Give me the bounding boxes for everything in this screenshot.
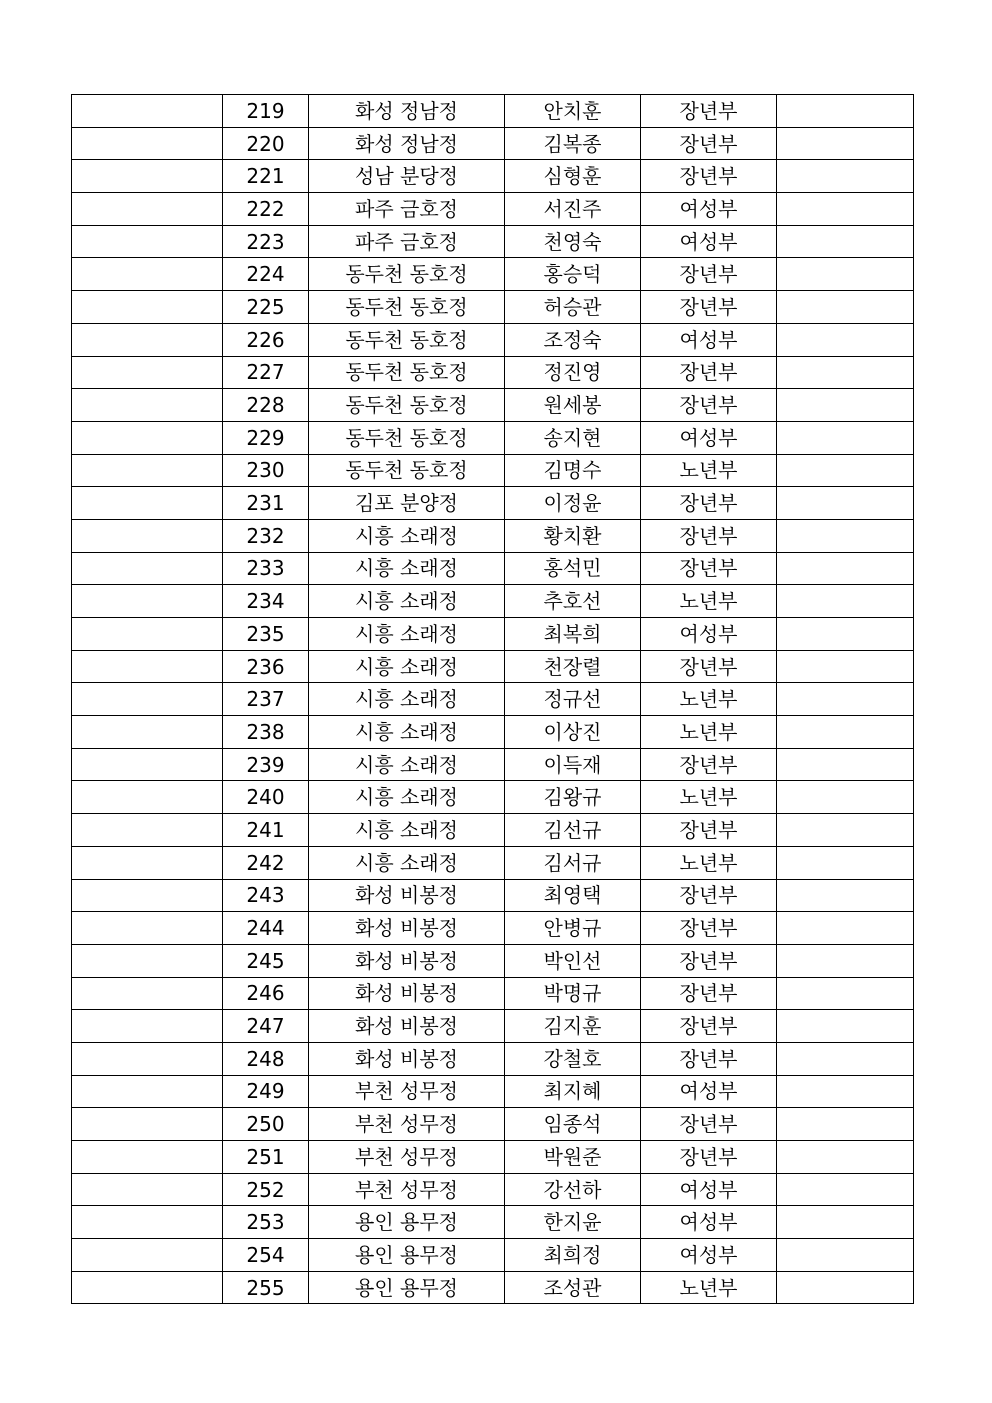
- blank-cell-left: [72, 781, 223, 814]
- person-name: 임종석: [505, 1108, 641, 1141]
- person-name: 천장렬: [505, 650, 641, 683]
- blank-cell-right: [777, 1271, 914, 1304]
- table-row: [72, 1173, 914, 1206]
- table-row: [72, 1239, 914, 1272]
- club-name: 화성 정남정: [309, 95, 505, 128]
- blank-cell-right: [777, 1206, 914, 1239]
- entry-number: 255: [223, 1271, 309, 1304]
- table-row: [72, 618, 914, 651]
- person-name: 심형훈: [505, 160, 641, 193]
- club-name: 동두천 동호정: [309, 356, 505, 389]
- entry-number: 244: [223, 912, 309, 945]
- division: 장년부: [641, 748, 777, 781]
- table-row: [72, 1075, 914, 1108]
- table-row: [72, 1141, 914, 1174]
- person-name: 안병규: [505, 912, 641, 945]
- person-name: 최희정: [505, 1239, 641, 1272]
- blank-cell-right: [777, 1108, 914, 1141]
- division: 장년부: [641, 650, 777, 683]
- blank-cell-left: [72, 127, 223, 160]
- entry-number: 234: [223, 585, 309, 618]
- club-name: 시흥 소래정: [309, 519, 505, 552]
- blank-cell-left: [72, 716, 223, 749]
- blank-cell-left: [72, 650, 223, 683]
- blank-cell-left: [72, 1239, 223, 1272]
- blank-cell-left: [72, 585, 223, 618]
- club-name: 시흥 소래정: [309, 650, 505, 683]
- club-name: 시흥 소래정: [309, 618, 505, 651]
- entry-number: 226: [223, 323, 309, 356]
- blank-cell-left: [72, 912, 223, 945]
- person-name: 김왕규: [505, 781, 641, 814]
- blank-cell-right: [777, 977, 914, 1010]
- division: 장년부: [641, 127, 777, 160]
- person-name: 강철호: [505, 1042, 641, 1075]
- blank-cell-right: [777, 585, 914, 618]
- blank-cell-right: [777, 912, 914, 945]
- blank-cell-right: [777, 846, 914, 879]
- entry-number: 254: [223, 1239, 309, 1272]
- blank-cell-left: [72, 1173, 223, 1206]
- division: 여성부: [641, 1075, 777, 1108]
- person-name: 박명규: [505, 977, 641, 1010]
- blank-cell-left: [72, 389, 223, 422]
- table-row: [72, 323, 914, 356]
- entry-number: 247: [223, 1010, 309, 1043]
- table-row: [72, 683, 914, 716]
- person-name: 최복희: [505, 618, 641, 651]
- blank-cell-right: [777, 160, 914, 193]
- division: 장년부: [641, 487, 777, 520]
- entry-number: 223: [223, 225, 309, 258]
- blank-cell-right: [777, 1141, 914, 1174]
- division: 여성부: [641, 1239, 777, 1272]
- division: 여성부: [641, 225, 777, 258]
- club-name: 파주 금호정: [309, 193, 505, 226]
- division: 노년부: [641, 1271, 777, 1304]
- person-name: 강선하: [505, 1173, 641, 1206]
- table-row: [72, 552, 914, 585]
- table-row: [72, 519, 914, 552]
- table-row: [72, 160, 914, 193]
- division: 장년부: [641, 356, 777, 389]
- blank-cell-left: [72, 552, 223, 585]
- table-row: [72, 944, 914, 977]
- entry-number: 219: [223, 95, 309, 128]
- blank-cell-left: [72, 1042, 223, 1075]
- blank-cell-right: [777, 421, 914, 454]
- blank-cell-right: [777, 1042, 914, 1075]
- person-name: 원세봉: [505, 389, 641, 422]
- division: 노년부: [641, 716, 777, 749]
- club-name: 용인 용무정: [309, 1206, 505, 1239]
- blank-cell-left: [72, 454, 223, 487]
- blank-cell-right: [777, 487, 914, 520]
- club-name: 동두천 동호정: [309, 389, 505, 422]
- division: 장년부: [641, 944, 777, 977]
- blank-cell-left: [72, 618, 223, 651]
- division: 여성부: [641, 323, 777, 356]
- blank-cell-left: [72, 193, 223, 226]
- table-row: [72, 487, 914, 520]
- person-name: 황치환: [505, 519, 641, 552]
- club-name: 시흥 소래정: [309, 846, 505, 879]
- person-name: 허승관: [505, 291, 641, 324]
- blank-cell-right: [777, 748, 914, 781]
- blank-cell-left: [72, 519, 223, 552]
- division: 장년부: [641, 519, 777, 552]
- blank-cell-right: [777, 258, 914, 291]
- table-row: [72, 1108, 914, 1141]
- person-name: 김선규: [505, 814, 641, 847]
- blank-cell-right: [777, 618, 914, 651]
- blank-cell-left: [72, 160, 223, 193]
- table-row: [72, 912, 914, 945]
- person-name: 박인선: [505, 944, 641, 977]
- blank-cell-right: [777, 552, 914, 585]
- entry-number: 237: [223, 683, 309, 716]
- entry-number: 238: [223, 716, 309, 749]
- blank-cell-left: [72, 846, 223, 879]
- blank-cell-left: [72, 683, 223, 716]
- club-name: 시흥 소래정: [309, 716, 505, 749]
- blank-cell-left: [72, 1271, 223, 1304]
- division: 장년부: [641, 160, 777, 193]
- entry-number: 241: [223, 814, 309, 847]
- club-name: 동두천 동호정: [309, 454, 505, 487]
- entry-number: 249: [223, 1075, 309, 1108]
- entry-number: 233: [223, 552, 309, 585]
- entry-number: 228: [223, 389, 309, 422]
- entry-number: 222: [223, 193, 309, 226]
- club-name: 화성 비봉정: [309, 879, 505, 912]
- blank-cell-left: [72, 879, 223, 912]
- person-name: 김지훈: [505, 1010, 641, 1043]
- division: 장년부: [641, 258, 777, 291]
- division: 장년부: [641, 389, 777, 422]
- entry-number: 232: [223, 519, 309, 552]
- person-name: 홍석민: [505, 552, 641, 585]
- table-row: [72, 814, 914, 847]
- division: 장년부: [641, 1141, 777, 1174]
- club-name: 화성 비봉정: [309, 912, 505, 945]
- blank-cell-right: [777, 1075, 914, 1108]
- club-name: 동두천 동호정: [309, 323, 505, 356]
- blank-cell-right: [777, 1010, 914, 1043]
- entry-number: 227: [223, 356, 309, 389]
- entry-number: 225: [223, 291, 309, 324]
- blank-cell-right: [777, 683, 914, 716]
- entry-number: 224: [223, 258, 309, 291]
- blank-cell-right: [777, 193, 914, 226]
- blank-cell-left: [72, 95, 223, 128]
- table-row: [72, 389, 914, 422]
- person-name: 김서규: [505, 846, 641, 879]
- table-row: [72, 225, 914, 258]
- entry-number: 252: [223, 1173, 309, 1206]
- table-row: [72, 421, 914, 454]
- blank-cell-right: [777, 389, 914, 422]
- person-name: 박원준: [505, 1141, 641, 1174]
- division: 장년부: [641, 95, 777, 128]
- blank-cell-left: [72, 748, 223, 781]
- division: 장년부: [641, 814, 777, 847]
- club-name: 동두천 동호정: [309, 421, 505, 454]
- club-name: 시흥 소래정: [309, 585, 505, 618]
- club-name: 화성 비봉정: [309, 1010, 505, 1043]
- table-row: [72, 716, 914, 749]
- blank-cell-right: [777, 356, 914, 389]
- club-name: 시흥 소래정: [309, 781, 505, 814]
- entry-number: 245: [223, 944, 309, 977]
- blank-cell-right: [777, 781, 914, 814]
- club-name: 성남 분당정: [309, 160, 505, 193]
- table-row: [72, 193, 914, 226]
- division: 여성부: [641, 1206, 777, 1239]
- division: 여성부: [641, 421, 777, 454]
- table-row: [72, 748, 914, 781]
- blank-cell-left: [72, 225, 223, 258]
- blank-cell-right: [777, 291, 914, 324]
- division: 여성부: [641, 618, 777, 651]
- person-name: 추호선: [505, 585, 641, 618]
- blank-cell-left: [72, 323, 223, 356]
- club-name: 동두천 동호정: [309, 291, 505, 324]
- entry-number: 251: [223, 1141, 309, 1174]
- club-name: 화성 정남정: [309, 127, 505, 160]
- blank-cell-right: [777, 944, 914, 977]
- table-row: [72, 585, 914, 618]
- blank-cell-left: [72, 291, 223, 324]
- blank-cell-left: [72, 1108, 223, 1141]
- person-name: 김명수: [505, 454, 641, 487]
- table-row: [72, 95, 914, 128]
- entry-number: 246: [223, 977, 309, 1010]
- blank-cell-right: [777, 650, 914, 683]
- division: 장년부: [641, 879, 777, 912]
- person-name: 송지현: [505, 421, 641, 454]
- division: 노년부: [641, 683, 777, 716]
- club-name: 시흥 소래정: [309, 748, 505, 781]
- division: 노년부: [641, 454, 777, 487]
- entry-number: 250: [223, 1108, 309, 1141]
- blank-cell-left: [72, 356, 223, 389]
- blank-cell-right: [777, 95, 914, 128]
- club-name: 용인 용무정: [309, 1271, 505, 1304]
- entry-number: 221: [223, 160, 309, 193]
- table-row: [72, 1271, 914, 1304]
- club-name: 화성 비봉정: [309, 977, 505, 1010]
- club-name: 부천 성무정: [309, 1108, 505, 1141]
- blank-cell-left: [72, 1206, 223, 1239]
- blank-cell-left: [72, 977, 223, 1010]
- club-name: 화성 비봉정: [309, 944, 505, 977]
- blank-cell-right: [777, 127, 914, 160]
- blank-cell-right: [777, 1239, 914, 1272]
- division: 노년부: [641, 846, 777, 879]
- division: 장년부: [641, 1010, 777, 1043]
- entry-number: 242: [223, 846, 309, 879]
- entry-number: 236: [223, 650, 309, 683]
- club-name: 김포 분양정: [309, 487, 505, 520]
- table-row: [72, 291, 914, 324]
- division: 여성부: [641, 193, 777, 226]
- club-name: 화성 비봉정: [309, 1042, 505, 1075]
- blank-cell-right: [777, 225, 914, 258]
- club-name: 부천 성무정: [309, 1141, 505, 1174]
- entry-number: 248: [223, 1042, 309, 1075]
- division: 장년부: [641, 1042, 777, 1075]
- blank-cell-right: [777, 814, 914, 847]
- person-name: 조성관: [505, 1271, 641, 1304]
- division: 장년부: [641, 291, 777, 324]
- club-name: 부천 성무정: [309, 1075, 505, 1108]
- club-name: 동두천 동호정: [309, 258, 505, 291]
- roster-table: [71, 94, 914, 1304]
- entry-number: 235: [223, 618, 309, 651]
- table-row: [72, 781, 914, 814]
- blank-cell-left: [72, 1010, 223, 1043]
- entry-number: 243: [223, 879, 309, 912]
- table-row: [72, 650, 914, 683]
- division: 노년부: [641, 585, 777, 618]
- person-name: 천영숙: [505, 225, 641, 258]
- person-name: 안치훈: [505, 95, 641, 128]
- person-name: 최영택: [505, 879, 641, 912]
- person-name: 서진주: [505, 193, 641, 226]
- club-name: 파주 금호정: [309, 225, 505, 258]
- person-name: 이정윤: [505, 487, 641, 520]
- club-name: 부천 성무정: [309, 1173, 505, 1206]
- entry-number: 229: [223, 421, 309, 454]
- division: 노년부: [641, 781, 777, 814]
- entry-number: 220: [223, 127, 309, 160]
- table-row: [72, 258, 914, 291]
- entry-number: 240: [223, 781, 309, 814]
- table-row: [72, 1042, 914, 1075]
- division: 여성부: [641, 1173, 777, 1206]
- division: 장년부: [641, 552, 777, 585]
- blank-cell-right: [777, 519, 914, 552]
- table-row: [72, 1010, 914, 1043]
- club-name: 시흥 소래정: [309, 552, 505, 585]
- blank-cell-right: [777, 1173, 914, 1206]
- blank-cell-right: [777, 716, 914, 749]
- person-name: 최지혜: [505, 1075, 641, 1108]
- blank-cell-left: [72, 421, 223, 454]
- table-row: [72, 879, 914, 912]
- blank-cell-right: [777, 323, 914, 356]
- table-row: [72, 1206, 914, 1239]
- blank-cell-left: [72, 1141, 223, 1174]
- table-row: [72, 127, 914, 160]
- table-row: [72, 977, 914, 1010]
- person-name: 홍승덕: [505, 258, 641, 291]
- division: 장년부: [641, 912, 777, 945]
- division: 장년부: [641, 1108, 777, 1141]
- entry-number: 239: [223, 748, 309, 781]
- blank-cell-left: [72, 944, 223, 977]
- blank-cell-left: [72, 814, 223, 847]
- table-row: [72, 454, 914, 487]
- entry-number: 253: [223, 1206, 309, 1239]
- person-name: 김복종: [505, 127, 641, 160]
- person-name: 한지윤: [505, 1206, 641, 1239]
- division: 장년부: [641, 977, 777, 1010]
- person-name: 이상진: [505, 716, 641, 749]
- blank-cell-right: [777, 879, 914, 912]
- club-name: 시흥 소래정: [309, 683, 505, 716]
- table-row: [72, 846, 914, 879]
- person-name: 이득재: [505, 748, 641, 781]
- table-row: [72, 356, 914, 389]
- person-name: 조정숙: [505, 323, 641, 356]
- roster-body: [72, 95, 914, 1304]
- blank-cell-right: [777, 454, 914, 487]
- blank-cell-left: [72, 258, 223, 291]
- club-name: 시흥 소래정: [309, 814, 505, 847]
- blank-cell-left: [72, 1075, 223, 1108]
- entry-number: 231: [223, 487, 309, 520]
- club-name: 용인 용무정: [309, 1239, 505, 1272]
- blank-cell-left: [72, 487, 223, 520]
- person-name: 정진영: [505, 356, 641, 389]
- entry-number: 230: [223, 454, 309, 487]
- person-name: 정규선: [505, 683, 641, 716]
